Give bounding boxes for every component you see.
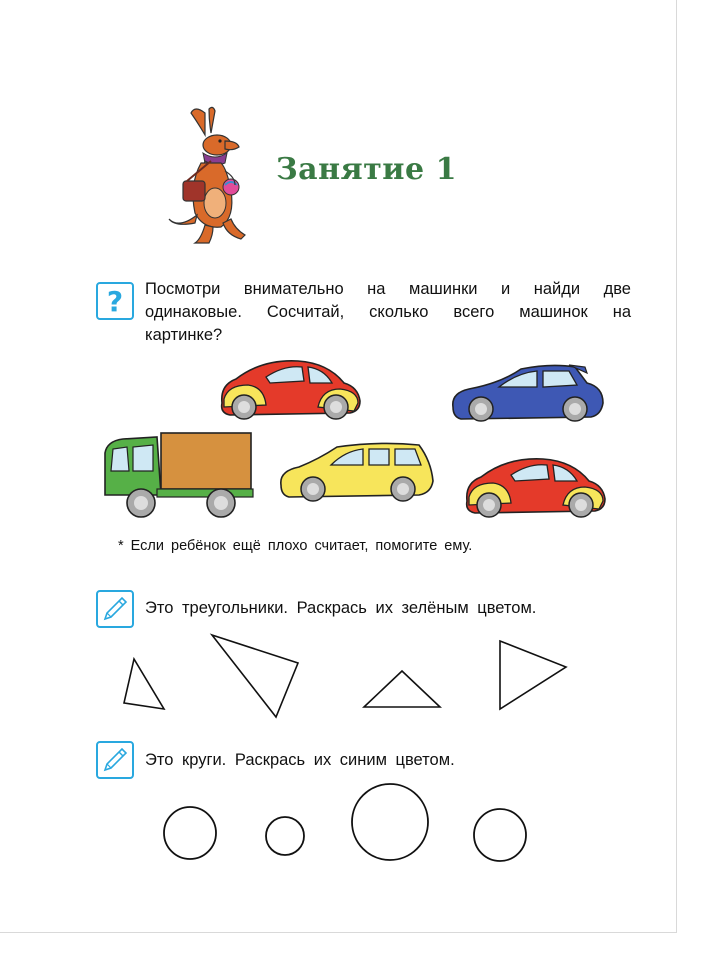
triangle-4[interactable]: [500, 641, 566, 709]
pencil-glyph: [98, 592, 132, 626]
pencil-glyph: [98, 743, 132, 777]
parent-note: * Если ребёнок ещё плохо считает, помогите ему.: [118, 538, 473, 554]
pencil-icon: [96, 590, 134, 628]
task-3-text: Это круги. Раскрась их синим цветом.: [145, 751, 455, 769]
task-2-text: Это треугольники. Раскрась их зелёным цветом.: [145, 599, 537, 617]
kangaroo-mascot-image: [165, 105, 255, 250]
page-edge-right: [676, 0, 677, 932]
question-mark: ?: [106, 285, 124, 318]
yellow-car: [281, 443, 433, 501]
circle-2[interactable]: [266, 817, 304, 855]
question-icon: [96, 282, 134, 320]
triangles-figure: [110, 625, 580, 725]
lesson-title: Занятие 1: [276, 152, 457, 187]
pencil-icon: [96, 741, 134, 779]
triangle-2[interactable]: [212, 635, 298, 717]
page-edge-bottom: [0, 932, 677, 933]
blue-car: [453, 365, 603, 421]
triangle-1[interactable]: [124, 659, 164, 709]
red-car-2: [467, 459, 605, 517]
circles-figure: [150, 775, 540, 870]
cars-illustration: [95, 355, 615, 530]
task-1-text: Посмотри внимательно на машинки и найди две одинаковые. Сосчитай, сколько всего машинок на картинке?: [145, 280, 631, 344]
circle-1[interactable]: [164, 807, 216, 859]
red-car-1: [222, 361, 360, 419]
triangle-3[interactable]: [364, 671, 440, 707]
circle-4[interactable]: [474, 809, 526, 861]
circle-3[interactable]: [352, 784, 428, 860]
green-truck: [105, 433, 253, 517]
